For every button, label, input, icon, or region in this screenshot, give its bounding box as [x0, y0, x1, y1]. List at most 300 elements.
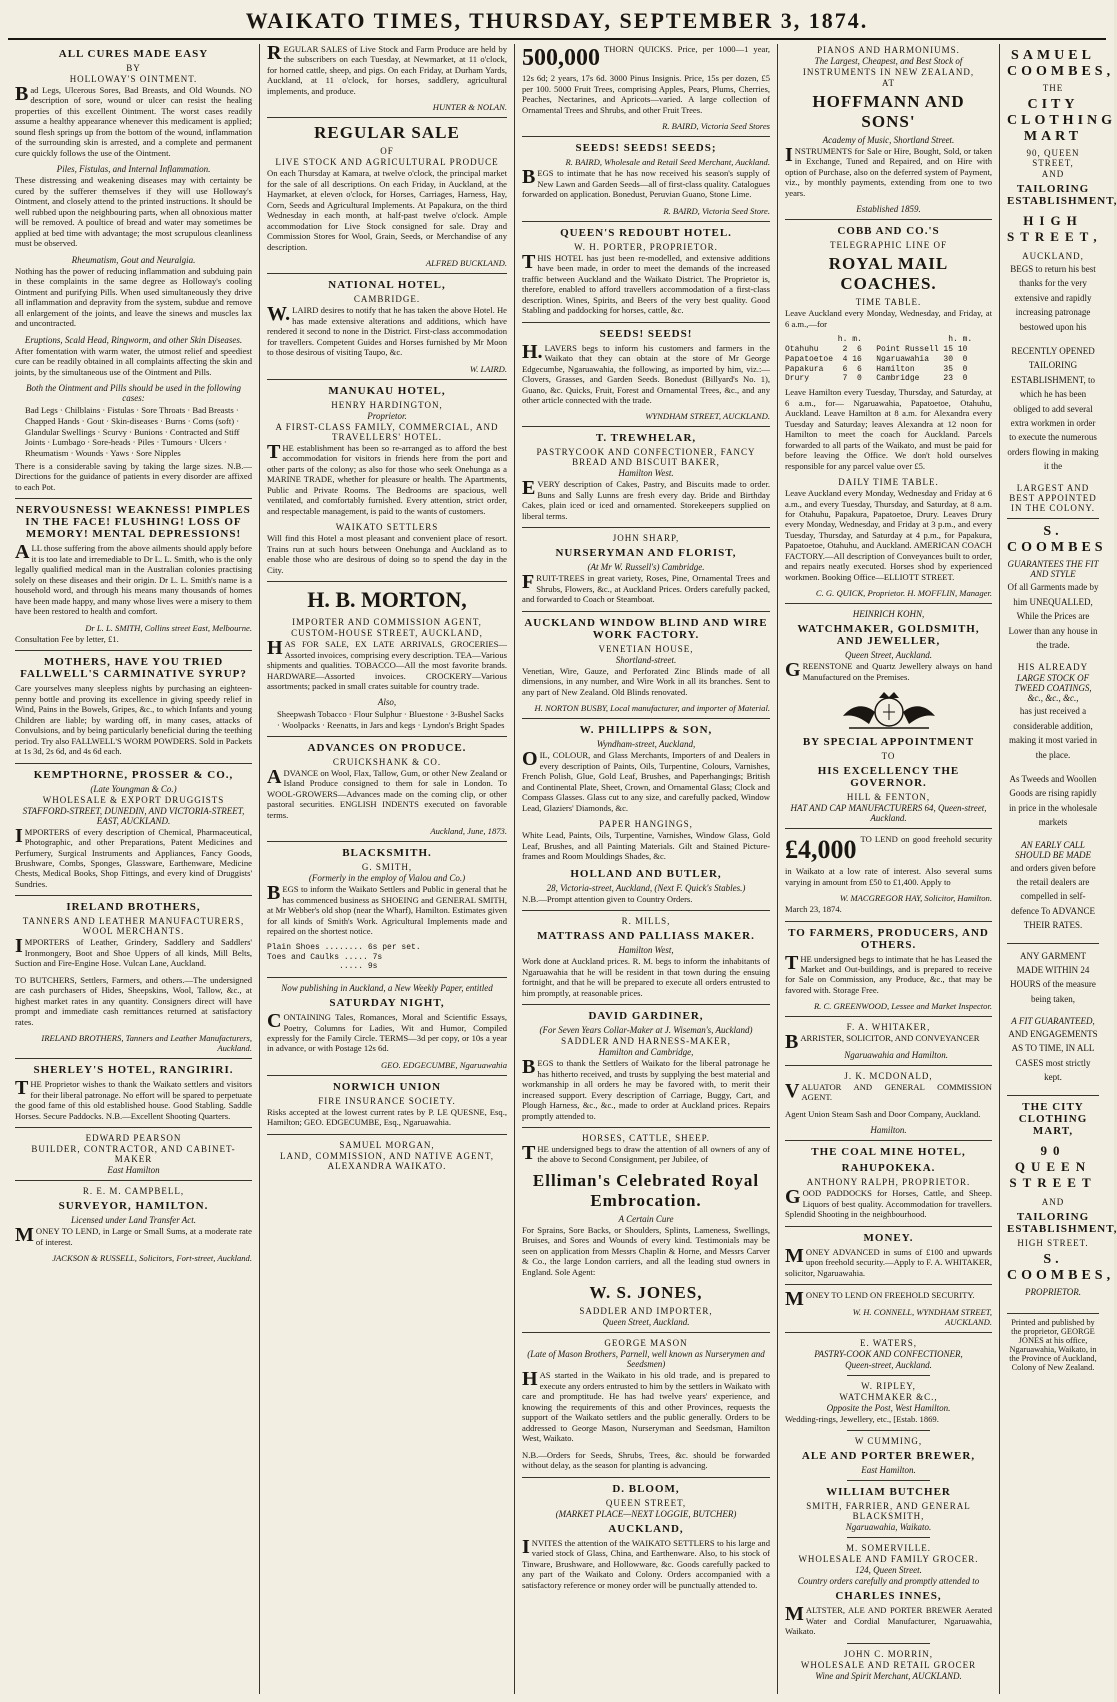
ad-subheading: GUARANTEES THE FIT AND STYLE — [1007, 559, 1099, 580]
ad-subheading: 28, Victoria-street, Auckland, (Next F. Quick's Stables.) — [546, 882, 746, 893]
ad-heading: TAILORING ESTABLISHMENT, — [1007, 183, 1117, 207]
column-rule — [785, 921, 992, 922]
column-grid — [8, 42, 1117, 1694]
column-4 — [778, 44, 1000, 1694]
ad-text — [785, 834, 992, 887]
ad-heading: MANUKAU HOTEL, — [328, 384, 446, 397]
ad-subheading: LARGE STOCK OF TWEED COATINGS, &c., &c., &c., — [1014, 673, 1092, 704]
ad-caps: SMITH, FARRIER, AND GENERAL BLACKSMITH, — [806, 1501, 971, 1522]
ad-heading: HORSES, CATTLE, SHEEP. — [582, 1133, 710, 1143]
ad-caps: WATCHMAKER &C., — [839, 1391, 938, 1402]
ad-text: has just received a considerable addition, making it most varied in the place. — [1009, 706, 1097, 760]
ad-heading: J. K. MCDONALD, — [844, 1070, 933, 1081]
ad-subheading: Hamilton. — [870, 1125, 907, 1136]
ad-text: HAT AND CAP MANUFACTURERS 64, Queen-street, Auckland. — [790, 803, 987, 824]
ad-text: IMPORTERS of Leather, Grindery, Saddlery and Saddlers' Ironmongery, Boot and Shoe Uppers of all kinds, Mill Belts, Suction and Fire-Engine Hose. Vulcan Lane, Auckland. — [15, 935, 252, 969]
ad-heading: SEEDS! SEEDS! — [599, 327, 693, 340]
ad-subheading: Queen Street, Auckland. — [602, 1317, 690, 1328]
ad-text: ANY GARMENT MADE WITHIN 24 HOURS of the measure being taken, — [1010, 950, 1096, 1004]
column-rule — [522, 136, 770, 137]
column-rule — [847, 1430, 930, 1431]
column-rule — [267, 736, 507, 737]
ad-signature: H. NORTON BUSBY, Local manufacturer, and importer of Material. — [534, 703, 770, 714]
ad-text: After fomentation with warm water, the utmost relief and speediest cure can be readily obtained in all complaints affecting the skin and joints, by the simultaneous use of the Ointment and Pills. — [15, 345, 252, 377]
ad-text: ALL those suffering from the above ailments should apply before it is too late and irremediable to Dr L. L. Smith, who is the only legally qualified medical man in the Australian colonies practising solely on these diseases and their origin. Dr L. L. Smith's name is a household word, and through his means many thousands of homes have been made happy, and many whose lives were a misery to them have been restored to health and comfort. — [15, 541, 252, 617]
ad-subheading: (Late Youngman & Co.) — [90, 783, 177, 794]
ad-address: 90 QUEEN STREET — [1009, 1142, 1097, 1190]
ad-text: Will find this Hotel a most pleasant and convenient place of resort. Trains run at such hours between Onehunga and Auckland as to enable those who are desirous of doing so to spend the day in the City. — [267, 533, 507, 575]
ad-heading: MOTHERS, HAVE YOU TRIED FALLWELL'S CARMINATIVE SYRUP? — [20, 656, 247, 681]
ad-text: INSTRUMENTS for Sale or Hire, Bought, Sold, or taken in Exchange, Tuned and Repaired, and on Hire with option of Purchase, also on the deferred system of Payment, viz., by monthly payments, extending from one to two years. — [785, 144, 992, 198]
ad-caps: TANNERS AND LEATHER MANUFACTURERS, WOOL MERCHANTS. — [22, 916, 245, 937]
ad-caps: RAHUPOKEKA. — [841, 1162, 936, 1175]
ad-title: HOLLOWAY'S OINTMENT. — [69, 74, 198, 84]
ad-heading: R. E. M. CAMPBELL, — [82, 1186, 185, 1197]
ad-subheading: East Hamilton — [107, 1165, 160, 1176]
ad-heading: EDWARD PEARSON — [85, 1133, 182, 1144]
ad-text: W.LAIRD desires to notify that he has taken the above Hotel. He has made extensive alterations and additions, which have rendered it second to none in the District. First-class accommodation for travellers. Competent Guides and Horses furnished by Mr Moon to those desirous of visiting Taupo, &c. — [267, 303, 507, 358]
column-rule — [785, 1284, 992, 1285]
ad-heading: COBB AND CO.'S — [837, 225, 940, 238]
ad-caps: PAPER HANGINGS, — [599, 819, 693, 830]
ad-text: For Sprains, Sore Backs, or Shoulders, Splints, Lameness, Swellings, Bruises, and Sores and Wounds of every kind. Testimonials may be seen on application from Messrs Chaplin & Horne, and Messrs Carver & Co., the large London carriers, and all the leading stud owners in England. Sole Agent: — [522, 1224, 770, 1277]
column-rule — [1007, 518, 1099, 519]
ad-heading: KEMPTHORNE, PROSSER & CO., — [33, 768, 234, 781]
ad-subheading: Rheumatism, Gout and Neuralgia. — [71, 254, 196, 265]
ad-caps: FIRE INSURANCE SOCIETY. — [318, 1095, 456, 1106]
ad-text: N.B.—Orders for Seeds, Shrubs, Trees, &c. should be forwarded without delay, as the season for planting is advancing. — [522, 1449, 770, 1471]
ad-signature: JACKSON & RUSSELL, Solicitors, Fort-street, Auckland. — [52, 1253, 252, 1264]
ad-subheading: Hamilton West. — [618, 468, 674, 479]
ailment-list: Bad Legs · Chilblains · Fistulas · Sore Throats · Bad Breasts · Chapped Hands · Gout · Skin-diseases · Burns · Corns (soft) · Glandular Swellings · Scurvy · Bunions · Contracted and Stiff Joints · Lumbago · Sore-heads · Piles · Tumours · Ulcers · Rheumatism · Wounds · Yaws · Sore Nipples — [25, 405, 240, 459]
ad-text: Work done at Auckland prices. R. M. begs to inform the inhabitants of Ngaruawahia that he will be resident in that town during the ensuing fortnight, and that he will be prepared to execute all orders entrusted to him promptly, at reasonable prices. — [522, 956, 770, 998]
ad-subheading: (For Seven Years Collar-Maker at J. Wiseman's, Auckland) — [539, 1025, 753, 1036]
ad-subheading: Piles, Fistulas, and Internal Inflammation. — [56, 164, 211, 175]
column-rule — [785, 1065, 992, 1066]
column-rule — [15, 650, 252, 651]
column-rule — [267, 977, 507, 978]
ad-text: MONEY ADVANCED in sums of £100 and upwards upon freehold security.—Apply to F. A. WHITAKER, solicitor, Ngaruawahia. — [785, 1244, 992, 1278]
ad-heading: M. SOMERVILLE. — [845, 1543, 932, 1554]
ad-subheading: (MARKET PLACE—NEXT LOGGIE, BUTCHER) — [555, 1508, 737, 1519]
ad-text: THIS HOTEL has just been re-modelled, and extensive additions have been made, in order to meet the demands of the increased traffic between Auckland and the Waikato District. The Proprietor is, therefore, enabled to afford travellers accommodation of a first-class description. Wines, Spirits, and Beers of the very best quality. Good Stabling and paddocking for horses, cattle, &c. — [522, 250, 770, 316]
column-rule — [267, 379, 507, 380]
column-1 — [8, 44, 260, 1694]
ad-text: THE undersigned begs to draw the attention of all owners of any of the above to Second Consignment, per Jubilee, of — [522, 1142, 770, 1165]
ad-heading: CHARLES INNES, — [835, 1590, 942, 1603]
ad-heading: HEINRICH KOHN, — [852, 609, 925, 620]
ad-heading: TAILORING ESTABLISHMENT, — [1007, 1210, 1117, 1235]
ad-signature: C. G. QUICK, Proprietor. H. MOFFLIN, Manager. — [815, 588, 992, 599]
ad-heading: REGULAR SALE — [314, 123, 460, 143]
ad-caps: TELEGRAPHIC LINE OF — [830, 240, 947, 251]
ad-signature: R. BAIRD, Victoria Seed Store. — [663, 205, 770, 216]
ad-text: HAS started in the Waikato in his old trade, and is prepared to execute any orders entrusted to him by the settlers in Waikato with care and promptitude. He has had twelve years' experience, and knowing the requirements of this and other Provinces, requests the support of the Waikato settlers and the public generally. Orders to be addressed to George Mason, Nurseryman and Seedsman, Hamilton West, Waikato. — [522, 1368, 770, 1444]
ad-caps: VALUATOR AND GENERAL COMMISSION AGENT. — [785, 1079, 992, 1103]
ad-heading: TO FARMERS, PRODUCERS, AND OTHERS. — [788, 926, 989, 951]
ad-caps: THE — [1042, 83, 1064, 93]
column-rule — [522, 1332, 770, 1333]
ad-text: HAS FOR SALE, EX LATE ARRIVALS, GROCERIES—Assorted invoices, comprising every description. TEA—Various shipments and qualities. TOBACCO—All the most favorite brands. HARDWARE—Assorted invoices. CROCKERY—Various assortments; packed in small crates suitable for country trade. — [267, 637, 507, 691]
ad-text: RECENTLY OPENED TAILORING ESTABLISHMENT, to which he has been obliged to add several extra workmen in order to execute the numerous orders flowing in making it the — [1007, 345, 1099, 472]
ad-subheading: AN EARLY CALL SHOULD BE MADE — [1015, 839, 1091, 860]
ad-heading: R. MILLS, — [621, 916, 671, 927]
column-rule — [522, 1127, 770, 1128]
column-rule — [785, 1226, 992, 1227]
ad-text: MALTSTER, ALE AND PORTER BREWER Aerated Water and Cordial Manufacturer, Ngaruawahia, Waikato. — [785, 1603, 992, 1637]
ad-text: Leave Auckland every Monday, Wednesday and Friday at 6 a.m., and every Tuesday, Thursday, and Saturday, at 8 a.m. for Otahuhu, Papakura, Papatoetoe, Drury. Leaves Drury every Monday, Wednesday, and Friday at 3 p.m., and every Tuesday, Thursday, and Saturday at 4 p.m., for Papakura, Papatoetoe, Otahuhu, and Auckland. AMERICAN COACH FACTORY.—All description of Conveyances built to order, and repairs neatly executed. Horses shod by experienced workmen. Booking Office—ELLIOTT STREET. — [785, 488, 992, 582]
ad-subheading: 124, Queen Street. — [855, 1565, 922, 1576]
ad-subheading: East Hamilton. — [861, 1465, 916, 1476]
column-rule — [522, 527, 770, 528]
masthead — [8, 4, 1106, 40]
ad-caps: MONEY TO LEND ON FREEHOLD SECURITY. — [785, 1288, 975, 1311]
column-rule — [847, 1375, 930, 1376]
ad-signature: R. C. GREENWOOD, Lessee and Market Inspector. — [813, 1001, 992, 1012]
ad-caps: HENRY HARDINGTON, — [331, 399, 443, 410]
ad-text: H.LAVERS begs to inform his customers and farmers in the Waikato that they can obtain at the store of Mr George Edgecumbe, Ngaruawahia, the following, as imported by him, viz.:— Clovers, Grasses, and Garden Seeds. Bonedust (Billyard's No. 1), Guano, &c. Quicks, Fruit, Forest and Ornamental Trees, &c., and any other article connected with the trade. — [522, 340, 770, 405]
ad-heading: T. TREWHELAR, — [595, 432, 697, 445]
column-rule — [15, 1127, 252, 1128]
column-rule — [267, 841, 507, 842]
ad-caps: G. SMITH, — [361, 862, 413, 873]
ad-address: CUSTOM-HOUSE STREET, AUCKLAND, — [291, 628, 483, 639]
ad-caps: PASTRY-COOK AND CONFECTIONER, — [814, 1348, 963, 1359]
ad-text: Of all Garments made by him UNEQUALLED, While the Prices are Lower than any house in the trade. — [1007, 582, 1099, 651]
ad-signature: W. H. CONNELL, WYNDHAM STREET, AUCKLAND. — [852, 1306, 992, 1327]
ad-text: Wedding-rings, Jewellery, etc., [Estab. 1869. — [785, 1413, 939, 1424]
ad-heading: D. BLOOM, — [612, 1482, 680, 1495]
ad-caps: W. H. PORTER, PROPRIETOR. — [574, 241, 718, 252]
ad-text: GREENSTONE and Quartz Jewellery always on hand Manufactured on the Premises. — [785, 659, 992, 682]
ad-text: Leave Hamilton every Tuesday, Thursday, and Saturday, at 6 a.m., for— Ngaruawahia, Papatoetoe, Otahuhu, Auckland. Leave Hamilton at 8 a.m. for Alexandra every Tuesday and Saturday; leaves Alexandra at 12 noon for Hamilton to meet the coach for Auckland. Parcels forwarded to all parts of the Waikato, and must be paid for before leaving the Office. We don't hold ourselves responsible for any parcel value over £5. — [785, 387, 992, 471]
ad-text: Consultation Fee by letter, £1. — [15, 633, 119, 644]
column-rule — [15, 895, 252, 896]
column-rule — [522, 611, 770, 612]
ad-caps: DAILY TIME TABLE. — [838, 477, 939, 488]
ad-text: TO BUTCHERS, Settlers, Farmers, and others.—The undersigned are cash purchasers of Hides, Sheepskins, Wool, Tallow, &c., at highest market rates in any quantity. Consigners direct will have prompt and immediate cash remittances returned at satisfactory rates. — [15, 974, 252, 1027]
ad-heading: H. B. MORTON, — [307, 587, 467, 613]
ad-caps: LARGEST AND BEST APPOINTED IN THE COLONY. — [1009, 483, 1097, 514]
ad-subheading: PROPRIETOR. — [1024, 1286, 1082, 1297]
ad-text: These distressing and weakening diseases may with certainty be cured by the sufferer themselves if they will use Holloway's Ointment, and closely attend to the printed instructions. It should be well rubbed upon the neighbouring parts, when all obnoxious matter will be removed. A poultice of bread and water may sometimes be applied at bed time with advantage; the most scrupulous cleanliness must be observed. — [15, 175, 252, 249]
ad-heading: GEORGE MASON — [604, 1338, 688, 1349]
ad-heading: NERVOUSNESS! WEAKNESS! PIMPLES IN THE FACE! FLUSHING! LOSS OF MEMORY! MENTAL DEPRESSIONS! — [16, 504, 251, 541]
ad-text: Leave Auckland every Monday, Wednesday, and Friday, at 6 a.m.,—for — [785, 308, 992, 329]
ad-heading: JOHN SHARP, — [612, 533, 680, 544]
ad-heading: Elliman's Celebrated Royal Embrocation. — [532, 1170, 760, 1210]
ad-heading: ROYAL MAIL COACHES. — [828, 254, 949, 294]
ad-heading: F. A. WHITAKER, — [846, 1022, 931, 1033]
column-rule — [522, 718, 770, 719]
ad-text: INVITES the attention of the WAIKATO SETTLERS to his large and varied stock of Glass, China, and Earthenware. Also, to his stock of Tinware, Brushware, and Hollowware, &c. Goods carefully packed to any part of the Waikato and Colony. Orders accompanied with a satisfactory reference or money order will be punctually attended to. — [522, 1535, 770, 1590]
ad-heading: S. COOMBES — [1007, 524, 1107, 556]
ad-text: THE establishment has been so re-arranged as to afford the best accommodation for visitors in friends here from the port and other parts of the colony; as also for those who seek Onehunga as a MARINE TRADE, whether for pleasure or health. The Apartments, Public and Private Rooms. The Bedrooms are spacious, well ventilated, and comfortably furnished. Every attention, strict order, and respectable management, is paid to the wants of customers. — [267, 440, 507, 516]
ad-subheading: Queen-street, Auckland. — [845, 1359, 932, 1370]
ad-caps: TIME TABLE. — [855, 297, 922, 308]
ad-text: Wine and Spirit Merchant, AUCKLAND. — [815, 1670, 962, 1681]
ad-caps: SURVEYOR, HAMILTON. — [58, 1200, 209, 1213]
column-rule — [522, 426, 770, 427]
ad-subheading: Now publishing in Auckland, a New Weekly Paper, entitled — [281, 983, 493, 994]
column-rule — [522, 322, 770, 323]
column-5 — [1000, 44, 1117, 1694]
ad-text: BEGS to return his best thanks for the very extensive and rapidly increasing patronage bestowed upon his — [1010, 264, 1096, 332]
ad-text: REGULAR SALES of Live Stock and Farm Produce are held by the subscribers on each Tuesday, at Newmarket, at 11 o'clock, for horned cattle, sheep, and pigs. On each Friday, at Durham Yards, Auckland, at 11 o'clock, for horses, saddlery, agricultural implements, and produce. — [267, 42, 507, 96]
ad-subheading: Queen Street, Auckland. — [845, 650, 932, 661]
column-rule — [267, 1075, 507, 1076]
ad-caps: IMPORTER AND COMMISSION AGENT, — [292, 617, 482, 628]
ad-subheading: The Largest, Cheapest, and Best Stock of — [814, 56, 963, 66]
ad-subheading: Opposite the Post, West Hamilton. — [826, 1402, 951, 1413]
ad-signature: HUNTER & NOLAN. — [432, 102, 507, 113]
ad-subheading: Hamilton West, — [618, 945, 674, 956]
ad-caps: QUEEN STREET, — [605, 1497, 687, 1508]
column-rule — [522, 910, 770, 911]
ad-text: GOOD PADDOCKS for Horses, Cattle, and Sheep. Liquors of best quality. Accommodation for travellers. Splendid Shooting in the neighbourhood. — [785, 1186, 992, 1220]
ad-heading: W CUMMING, — [854, 1436, 923, 1447]
ad-signature: W. MACGREGOR HAY, Solicitor, Hamilton. — [839, 893, 992, 904]
ad-text: Agent Union Steam Sash and Door Company, Auckland. — [785, 1108, 981, 1119]
ad-caps: AUCKLAND, — [608, 1522, 684, 1535]
ad-caps: BARRISTER, SOLICITOR, AND CONVEYANCER — [785, 1031, 980, 1054]
ad-heading: AUCKLAND WINDOW BLIND AND WIRE WORK FACTORY. — [524, 616, 768, 641]
ad-subheading: (At Mr W. Russell's) Cambridge. — [587, 562, 705, 573]
ad-heading: QUEEN'S REDOUBT HOTEL. — [560, 226, 732, 239]
ad-subheading: ANTHONY RALPH, PROPRIETOR. — [806, 1177, 971, 1188]
ad-subheading: A FIT GUARANTEED, — [1011, 1016, 1095, 1027]
ad-text: There is a considerable saving by taking the large sizes. N.B.—Directions for the guidance of patients in every disorder are affixed to each Pot. — [15, 460, 252, 492]
ad-text: BEGS to thank the Settlers of Waikato for the liberal patronage he has hitherto received, and trusts by supplying the best material and workmanship in all orders he may be favored with, to merit their increased support. Every description of Carriage, Buggy, Cart, and Plough Harness, &c., &c., made to order at Auckland prices. Repairs promptly attended to. — [522, 1056, 770, 1121]
ad-caps: BUILDER, CONTRACTOR, AND CABINET-MAKER — [31, 1144, 236, 1165]
ad-heading: MONEY. — [863, 1231, 914, 1244]
ad-heading: BLACKSMITH. — [342, 847, 432, 860]
ad-address: STAFFORD-STREET, DUNEDIN, AND VICTORIA-STREET, EAST, AUCKLAND. — [22, 805, 245, 826]
ad-signature: GEO. EDGECUMBE, Ngaruawahia — [380, 1059, 507, 1070]
column-rule — [522, 1477, 770, 1478]
column-rule — [785, 219, 992, 220]
ad-subheading: Academy of Music, Shortland Street. — [822, 135, 955, 145]
ad-text: Venetian, Wire, Gauze, and Perforated Zinc Blinds made of all dimensions, in any number, and Wire Work in all its branches. Sent to any part of New Zealand. Old Blinds renovated. — [522, 665, 770, 697]
ad-signature: ALFRED BUCKLAND. — [425, 258, 507, 269]
ad-subheading: Shortland-street. — [615, 654, 677, 665]
ad-subheading: Also, — [377, 697, 397, 708]
ad-heading: HOFFMANN AND SONS' — [812, 92, 965, 131]
ad-subheading: Proprietor. — [367, 410, 407, 421]
ad-signature: R. BAIRD, Victoria Seed Stores — [662, 121, 770, 132]
column-rule — [15, 763, 252, 764]
column-rule — [522, 1004, 770, 1005]
ad-heading: PIANOS AND HARMONIUMS. — [817, 45, 960, 55]
ad-caps: CRUICKSHANK & CO. — [332, 756, 442, 767]
ad-signature: IRELAND BROTHERS, Tanners and Leather Manufacturers, Auckland. — [41, 1033, 252, 1054]
ad-text: CONTAINING Tales, Romances, Moral and Scientific Essays, Poetry, Columns for Ladies, Wit and Humor, Compiled expressly for the Family Circle. TERMS—3d per copy, or 10s a year in advance, or with Postage 12s 6d. — [267, 1010, 507, 1054]
ad-caps: LAND, COMMISSION, AND NATIVE AGENT, ALEXANDRA WAIKATO. — [279, 1150, 495, 1171]
big-number: 500,000 — [522, 45, 600, 71]
ad-caps: AND — [1041, 1196, 1065, 1207]
ad-subheading: Licensed under Land Transfer Act. — [70, 1215, 197, 1226]
ad-caps: BY — [126, 63, 141, 73]
ad-caps: WHOLESALE AND FAMILY GROCER. — [798, 1554, 979, 1565]
ad-signature: W. LAIRD. — [469, 363, 507, 374]
ad-heading: ADVANCES ON PRODUCE. — [307, 741, 467, 754]
ad-caps: ALE AND PORTER BREWER, — [801, 1450, 976, 1463]
ad-caps: INSTRUMENTS IN NEW ZEALAND, — [802, 67, 975, 77]
column-rule — [15, 498, 252, 499]
ad-caps: CAMBRIDGE. — [353, 294, 421, 305]
ad-text: FRUIT-TREES in great variety, Roses, Pine, Ornamental Trees and Shrubs, Flowers, &c., at Auckland Prices. Orders carefully packed, and forwarded to Coach or Steamboat. — [522, 571, 770, 605]
ad-heading: JOHN C. MORRIN, — [843, 1648, 933, 1659]
ad-text — [522, 44, 770, 115]
column-rule — [847, 1480, 930, 1481]
ad-caps: TO — [881, 751, 896, 762]
column-rule — [15, 1058, 252, 1059]
masthead-title: WAIKATO TIMES, THURSDAY, SEPTEMBER 3, 1874. — [245, 8, 869, 33]
ad-heading: SEEDS! SEEDS! SEEDS; — [575, 142, 717, 155]
column-rule — [847, 1643, 930, 1644]
ad-subheading: (Late of Mason Brothers, Parnell, well known as Nurserymen and Seedsmen) — [527, 1349, 765, 1370]
coach-timetable: h. m. h. m. Otahuhu 2 6 Point Russell 15 10 Papatoetoe 4 16 Ngaruawahia 30 0 Papakura 6 6 Hamilton 35 0 Drury 7 0 Cambridge 23 0 — [785, 335, 973, 384]
ad-subheading: Eruptions, Scald Head, Ringworm, and other Skin Diseases. — [24, 334, 243, 345]
column-rule — [522, 221, 770, 222]
ad-heading: IRELAND BROTHERS, — [66, 901, 201, 914]
ad-heading: WILLIAM BUTCHER — [826, 1486, 951, 1499]
ad-heading: SAMUEL MORGAN, — [339, 1139, 435, 1150]
column-rule — [267, 273, 507, 274]
ad-heading: W. PHILLIPPS & SON, — [579, 724, 713, 737]
ad-subheading: Ngaruawahia, Waikato. — [845, 1522, 932, 1533]
ad-text: THE undersigned begs to intimate that he has Leased the Market and Out-buildings, and is prepared to receive for Sale on Commission, any Produce, &c., that may be favored with. Storage Free. — [785, 951, 992, 995]
ad-text: Country orders carefully and promptly attended to — [797, 1576, 980, 1587]
ad-text: THORN QUICKS. Price, per 1000—1 year, 12s 6d; 2 years, 17s 6d. 3000 Pinus Insignis. Price, 15s per dozen, £5 per 100. 5000 Fruit Trees, comprising Apples, Pears, Plums, Cherries, Peaches, Nectarines, and Apricots—varied. A large collection of Ornamental Trees and Shrubs, and other Fruit Trees. — [522, 44, 770, 115]
ad-signature: Dr L. L. SMITH, Collins street East, Melbourne. — [85, 622, 252, 633]
ad-text: TO LEND on good freehold security in Waikato at a low rate of interest. Also several sums varying in amount from £50 to £1,400. Apply to — [785, 834, 992, 887]
ad-address: Hamilton and Cambridge, — [598, 1047, 694, 1058]
ad-heading: S. COOMBES, — [1007, 1251, 1115, 1283]
column-rule — [785, 1016, 992, 1017]
ad-caps: AT — [882, 78, 895, 88]
column-rule — [267, 581, 507, 582]
column-rule — [785, 1332, 992, 1333]
ad-text: Nothing has the power of reducing inflammation and subduing pain in these complaints in the same degree as Holloway's cooling Ointment and purifying Pills. When used simultaneously they drive all inflammation and depravity from the system, subdue and remove all enlargement of the joints, and leave the sinews and muscles lax and uncontracted. — [15, 265, 252, 329]
ad-caps: HIS EXCELLENCY THE GOVERNOR. — [817, 765, 960, 790]
ad-caps: VENETIAN HOUSE, — [598, 643, 694, 654]
ad-signature: WYNDHAM STREET, AUCKLAND. — [645, 411, 770, 422]
ad-caps: A FIRST-CLASS FAMILY, COMMERCIAL, AND TRAVELLERS' HOTEL. — [275, 421, 499, 442]
column-rule — [1007, 1095, 1099, 1096]
ad-subheading: Established 1859. — [856, 204, 921, 215]
ad-text: THE Proprietor wishes to thank the Waikato settlers and visitors for their liberal patronage. No effort will be spared to perpetuate the good fame of this old established house. Good Stabling. Saddle Horses. Secure Paddocks. N.B.—Excellent Shooting Quarters. — [15, 1077, 252, 1121]
ad-date: March 23, 1874. — [785, 904, 842, 915]
ad-caps: WATCHMAKER, GOLDSMITH, AND JEWELLER, — [797, 623, 980, 648]
column-2 — [260, 44, 515, 1694]
ad-text: IMPORTERS of every description of Chemical, Pharmaceutical, Photographic, and other Preparations, Patent Medicines and Perfumery, Surgical Instruments and Appliances, Fancy Goods, Brushware, Combs, Sponges, Glassware, Earthenware, Medicine Chests, Medical Books, Shop Fittings, and every kind of Druggists' Sundries. — [15, 824, 252, 889]
ad-text: White Lead, Paints, Oils, Turpentine, Varnishes, Window Glass, Gold Leaf, Brushes, and all Painting Materials. Gilt and Stained Picture-frames and Room Mouldings Shades, &c. — [522, 830, 770, 862]
column-rule — [15, 1180, 252, 1181]
ad-caps: AND — [1041, 169, 1065, 179]
ad-subheading: HILL & FENTON, — [846, 792, 931, 803]
ad-address: AUCKLAND, — [1022, 251, 1084, 261]
royal-crest-icon — [829, 688, 949, 732]
ad-heading: ALL CURES MADE EASY — [58, 48, 209, 60]
ad-text: OIL, COLOUR, and Glass Merchants, Importers of and Dealers in every description of Paints, Oils, Turpentine, Colours, Varnishes, French Polish, Glue, Gold Leaf, Brushes, and Paperhangings; British and Continental Plate, Sheet, Crown, and Ornamental Glass; Clock and Compass Glasses. Glass cut to any size, and carefully packed, Window Lead, Glaziers' Diamonds, &c. — [522, 748, 770, 813]
ad-caps: WAIKATO SETTLERS — [335, 522, 439, 533]
ad-heading: W. S. JONES, — [589, 1283, 703, 1303]
ad-heading: THE CITY CLOTHING MART, — [1018, 1100, 1088, 1137]
ad-signature: R. BAIRD, Wholesale and Retail Seed Merchant, Auckland. — [565, 157, 770, 168]
ad-caps: MATTRASS AND PALLIASS MAKER. — [537, 930, 755, 943]
ad-text: AND ENGAGEMENTS AS TO TIME, IN ALL CASES most strictly kept. — [1008, 1029, 1098, 1083]
ad-heading: E. WATERS, — [859, 1337, 918, 1348]
ad-caps: SADDLER AND HARNESS-MAKER, — [561, 1036, 731, 1047]
ad-heading: W. RIPLEY, — [861, 1380, 916, 1391]
ad-caps: SADDLER AND IMPORTER, — [579, 1306, 713, 1317]
ad-address: HIGH STREET, — [1007, 213, 1103, 244]
ad-text: Bad Legs, Ulcerous Sores, Bad Breasts, and Old Wounds. NO description of sore, wound or ulcer can resist the healing properties of this excellent Ointment. The worst cases readily assume a healthy appearance whenever this medicament is applied; sound flesh springs up from the bottom of the wound, inflammation of the surrounding skin is arrested, and a complete and permanent cure quickly follows the use of the Ointment. — [15, 83, 252, 158]
ad-signature: Auckland, June, 1873. — [430, 826, 507, 837]
ad-heading: BY SPECIAL APPOINTMENT — [802, 736, 975, 749]
ad-address: HIGH STREET. — [1017, 1237, 1089, 1248]
ad-subheading: Wyndham-street, Auckland, — [596, 739, 696, 750]
ad-address: 90, QUEEN STREET, — [1026, 148, 1080, 168]
column-rule — [1007, 943, 1099, 944]
ad-heading: SAMUEL COOMBES, — [1007, 48, 1115, 79]
ad-subheading: A Certain Cure — [618, 1213, 674, 1224]
column-rule — [847, 1537, 930, 1538]
ad-heading: CITY CLOTHING MART — [1007, 97, 1117, 144]
ad-caps: NURSERYMAN AND FLORIST, — [555, 547, 737, 560]
ad-subheading: (Formerly in the employ of Vialou and Co.) — [308, 873, 466, 884]
column-rule — [267, 117, 507, 118]
ad-text: and orders given before the retail dealers are compelled in self-defence To ADVANCE THEIR RATES. — [1010, 862, 1096, 931]
ad-heading: SATURDAY NIGHT, — [329, 997, 445, 1010]
ad-heading: DAVID GARDINER, — [588, 1010, 704, 1023]
ad-text: As Tweeds and Woollen Goods are rising rapidly in price in the wholesale markets — [1009, 773, 1097, 828]
ad-heading: NATIONAL HOTEL, — [328, 279, 446, 292]
ad-text: BEGS to inform the Waikato Settlers and Public in general that he has commenced business as SHOEING and GENERAL SMITH, at Mr Webber's old shop (near the Wharf), Hamilton. Estimates given for all kinds of Smith's Work. Agricultural Implements made and repaired on the shortest notice. — [267, 882, 507, 937]
ad-heading: SHERLEY'S HOTEL, RANGIRIRI. — [33, 1064, 234, 1077]
ad-caps: HIS ALREADY — [1017, 662, 1089, 673]
ad-text: ADVANCE on Wool, Flax, Tallow, Gum, or other New Zealand or Island Produce consigned to them for sale in London. To WOOL-GROWERS—Advances made on the coming clip, or other pastoral securities. ENGLISH INDENTS executed on favorable terms. — [267, 765, 507, 820]
ad-subheading: Both the Ointment and Pills should be used in the following cases: — [26, 383, 241, 404]
column-rule — [785, 603, 992, 604]
price-table: Plain Shoes ........ 6s per set. Toes and Caulks ..... 7s ..... 9s — [267, 942, 421, 972]
ad-text: EVERY description of Cakes, Pastry, and Biscuits made to order. Buns and Sally Lunns are fresh every day. Bride and Birthday Cakes, plain iced or iced and ornamented. Storekeepers supplied on liberal terms. — [522, 477, 770, 521]
ad-heading: THE COAL MINE HOTEL, — [811, 1146, 966, 1159]
ad-heading: HOLLAND AND BUTLER, — [570, 867, 722, 880]
ad-heading: NORWICH UNION — [332, 1080, 442, 1093]
ad-subheading: Ngaruawahia and Hamilton. — [844, 1049, 949, 1060]
column-rule — [267, 1134, 507, 1135]
ad-caps: WHOLESALE & EXPORT DRUGGISTS — [42, 794, 225, 805]
ad-text: MONEY TO LEND, in Large or Small Sums, at a moderate rate of interest. — [15, 1224, 252, 1247]
ad-caps: WHOLESALE AND RETAIL GROCER — [800, 1659, 977, 1670]
column-rule — [785, 828, 992, 829]
imprint: Printed and published by the proprietor, GEORGE JONES at his office, Ngaruawahia, Waikato, in the Province of Auckland, Colony of New Zealand. — [1007, 1313, 1099, 1372]
ad-text: On each Thursday at Kamara, at twelve o'clock, the principal market for the sale of all descriptions. On each Friday, in Auckland, at the Haymarket, at eleven o'clock, for Horses, Carriages, Harness, Hay, Corn, Seeds and Agricultural Implements. At Papakura, on the third Wednesday in each month, at half-past twelve o'clock. Ample accommodation for Live Stock consigned for sale. Dray and Commission Stores for Wool, Grain, Seeds, or Merchandise of any description. — [267, 168, 507, 252]
ad-text: Care yourselves many sleepless nights by purchasing an eighteen-penny bottle and proving its excellence in giving speedy relief in Wind, Pains in the Bowels, Gripes, &c., to which Infants and young Children are liable; by warding off, in many cases, attacks of Convulsions, and by being particularly beneficial during the teething period. Try also FALLWELL'S WORM POWDERS. Sold in Packets at 1s 3d, 2s 6d, and 4s 6d each. — [15, 683, 252, 757]
goods-list: Sheepwash Tobacco · Flour Sulphur · Bluestone · 3-Bushel Sacks · Woolpacks · Reenatts, in Jars and kegs · Lyndon's Bright Spades — [277, 709, 505, 731]
ad-text: N.B.—Prompt attention given to Country Orders. — [522, 893, 693, 904]
ad-text: Risks accepted at the lowest current rates by P. LE QUESNE, Esq., Hamilton; GEO. EDGECUMBE, Esq., Ngaruawahia. — [267, 1106, 507, 1128]
ad-text: BEGS to intimate that he has now received his season's supply of New Lawn and Garden Seeds—all of first-class quality. Catalogues forwarded on application. Bonedust, Peruvian Guano, Stone Lime. — [522, 166, 770, 200]
column-3 — [515, 44, 778, 1694]
ad-caps: LIVE STOCK AND AGRICULTURAL PRODUCE — [275, 157, 499, 168]
ad-caps: OF — [380, 146, 394, 157]
ad-caps: PASTRYCOOK AND CONFECTIONER, FANCY BREAD AND BISCUIT BAKER, — [536, 447, 756, 468]
column-rule — [785, 1140, 992, 1141]
big-number: £4,000 — [785, 835, 857, 865]
